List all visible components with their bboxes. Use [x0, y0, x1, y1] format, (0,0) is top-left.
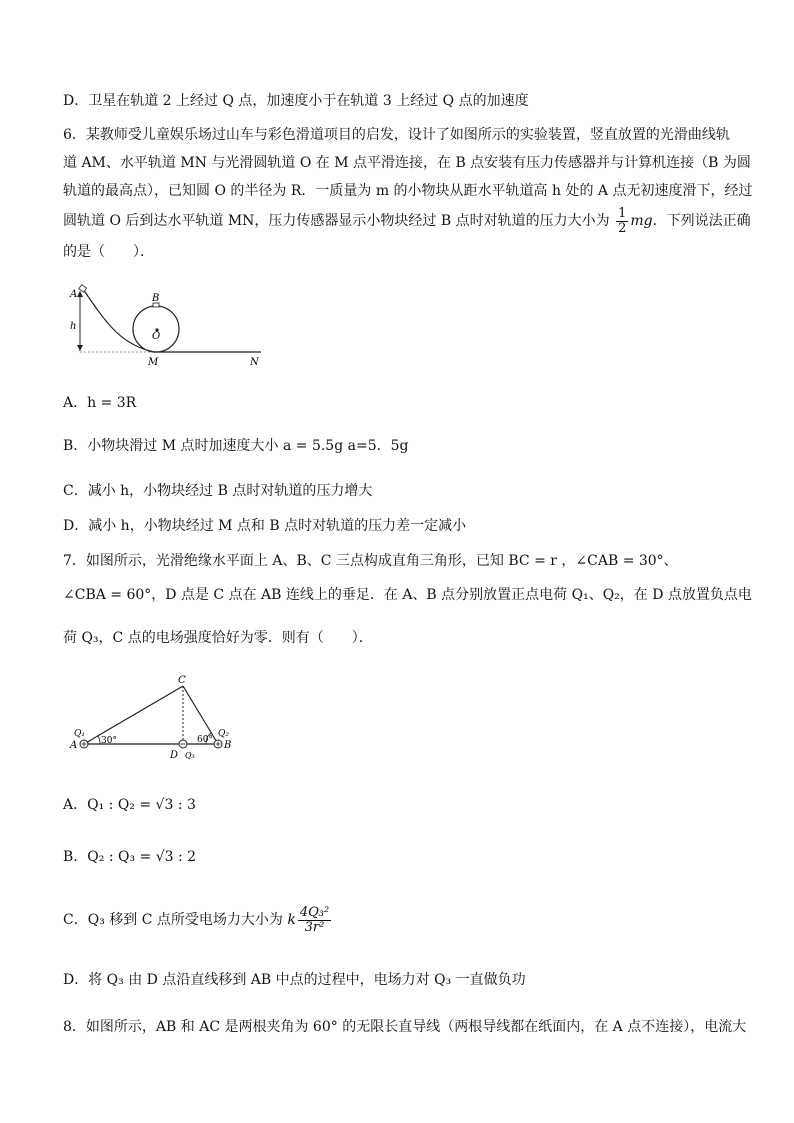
q7-option-d: D．将 Q₃ 由 D 点沿直线移到 AB 中点的过程中，电场力对 Q₃ 一直做负功 — [63, 972, 526, 988]
q7-label-q1: Q₁ — [74, 729, 85, 739]
q6-fraction — [616, 207, 628, 236]
q6-option-b: B．小物块滑过 M 点时加速度大小 a = 5.5g a=5．5g — [63, 438, 409, 454]
q7-stem-line-2: ∠CBA = 60°，D 点是 C 点在 AB 连线上的垂足．在 A、B 点分别放置正点电荷 Q₁、Q₂，在 D 点放置负点电 — [63, 587, 752, 603]
q7-stem-line-3: 荷 Q₃，C 点的电场强度恰好为零．则有（ ）． — [63, 630, 373, 646]
q6-option-d: D．减小 h，小物块经过 M 点和 B 点时对轨道的压力差一定减小 — [63, 518, 467, 534]
q6-label-a: A — [70, 289, 78, 300]
q7-label-c: C — [178, 675, 186, 686]
q6-stem-line-4 — [63, 206, 751, 236]
q6-height-arrow-down — [77, 345, 83, 351]
q6-fraction-numerator: 1 — [618, 205, 627, 221]
q6-curved-track — [83, 289, 154, 352]
q7-option-b: B．Q₂ : Q₃ = √3 : 2 — [63, 849, 197, 865]
q6-stem-line-4-text: 圆轨道 O 后到达水平轨道 MN，压力传感器显示小物块经过 B 点时对轨道的压力大小为 — [63, 213, 610, 229]
q7-option-c-numerator: 4Q₃² — [299, 904, 330, 920]
q7-side-ac — [84, 686, 183, 744]
q6-stem-line-4-tail: ．下列说法正确 — [652, 213, 751, 229]
q7-angle-a-arc — [98, 736, 100, 744]
q7-label-angle-b: 60° — [197, 735, 213, 745]
q7-label-q2: Q₂ — [218, 729, 229, 739]
q7-option-a: A．Q₁ : Q₂ = √3 : 3 — [63, 797, 196, 813]
q6-fraction-denominator: 2 — [618, 220, 627, 236]
q7-figure-triangle — [66, 674, 246, 764]
q7-label-angle-a: 30° — [101, 736, 117, 746]
q7-option-c-k: k — [287, 912, 296, 928]
q6-stem-line-2: 道 AM、水平轨道 MN 与光滑圆轨道 O 在 M 点平滑连接，在 B 点安装有压力传感器并与计算机连接（B 为圆 — [63, 155, 751, 171]
q6-option-a: A．h = 3R — [63, 395, 137, 411]
q6-option-c: C．减小 h，小物块经过 B 点时对轨道的压力增大 — [63, 483, 373, 499]
q7-label-d: D — [170, 750, 179, 761]
q6-stem-line-1: 6．某教师受儿童娱乐场过山车与彩色滑道项目的启发，设计了如图所示的实验装置，竖直放置的光滑曲线轨 — [63, 127, 730, 143]
q6-height-arrow-up — [77, 291, 83, 297]
q6-label-h: h — [70, 321, 77, 332]
q7-label-b: B — [224, 740, 232, 751]
q7-option-c — [63, 903, 333, 937]
q6-label-b: B — [152, 293, 160, 304]
q7-option-c-text: C．Q₃ 移到 C 点所受电场力大小为 — [63, 912, 283, 928]
q7-stem-line-1: 7．如图所示，光滑绝缘水平面上 A、B、C 三点构成直角三角形，已知 BC = r ，∠CAB = 30°、 — [63, 553, 678, 569]
q8-stem-line-1: 8．如图所示，AB 和 AC 是两根夹角为 60° 的无限长直导线（两根导线都在纸面内，在 A 点不连接），电流大 — [63, 1019, 747, 1035]
q6-stem-line-5: 的是（ ）． — [63, 244, 154, 260]
q5-option-d: D．卫星在轨道 2 上经过 Q 点，加速度小于在轨道 3 上经过 Q 点的加速度 — [63, 93, 529, 109]
q7-option-c-fraction — [298, 906, 331, 935]
q6-stem-line-3: 轨道的最高点），已知圆 O 的半径为 R．一质量为 m 的小物块从距水平轨道高 h 处的 A 点无初速度滑下，经过 — [63, 183, 753, 199]
q7-label-q3: Q₃ — [185, 751, 195, 760]
q7-option-c-denominator: 3r² — [304, 919, 325, 935]
q6-label-n: N — [250, 357, 259, 368]
q6-figure-track — [66, 283, 266, 373]
q6-label-m: M — [148, 357, 159, 368]
q6-label-o: O — [152, 331, 161, 342]
q6-fraction-unit: mg — [630, 213, 653, 229]
q7-label-a: A — [70, 740, 78, 751]
